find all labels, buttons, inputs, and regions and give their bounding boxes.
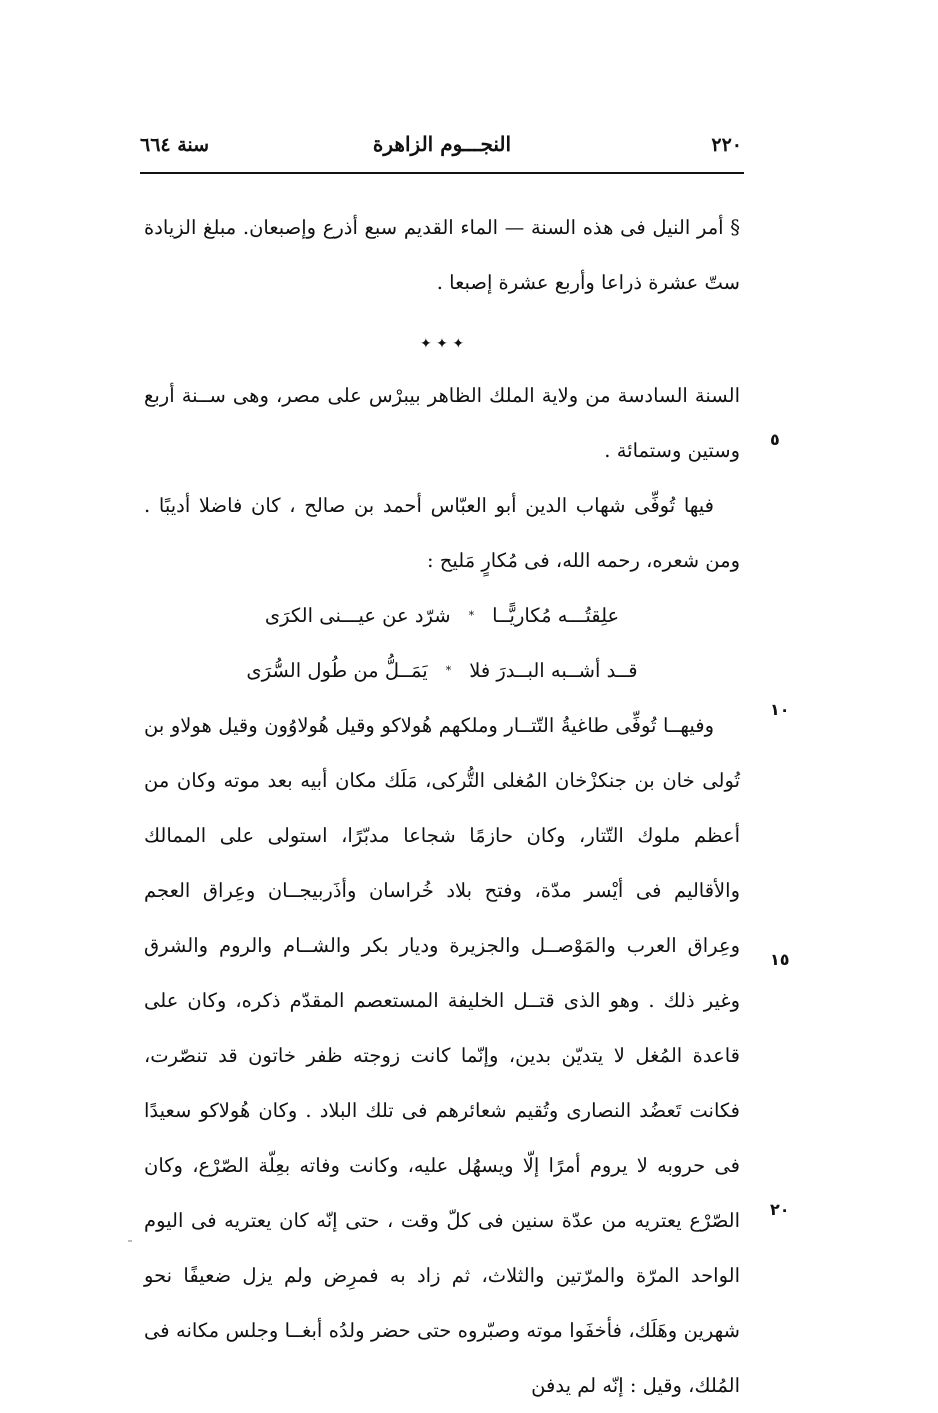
hulagu-obituary-paragraph: وفيهــا تُوفِّى طاغيةُ التّتــار وملكهم هُولاكو وقيل هُولاوُون وقيل هولاو بن تُولى خان بن جنكزْخان المُغلى التُّركى، مَلَك مكان أبيه بعد موته وكان من أعظم ملوك التّتار، وكان حازمًا شجاعا مدبّرًا، استولى على الممالك والأقاليم فى أيْسر مدّة، وفتح بلاد خُراسان وأذَربيجــان وعِراق العجم وعِراق العرب والمَوْصــل والجزيرة وديار بكر والشــام والروم والشرق وغير ذلك . وهو الذى قتــل الخليفة المستعصم المقدّم ذكره، وكان على قاعدة المُغل لا يتديّن بدين، وإنّما كانت زوجته ظفر خاتون قد تنصّرت، فكانت تَعضُد النصارى وتُقيم شعائرهم فى تلك البلاد . وكان هُولاكو سعيدًا فى حروبه لا يروم أمرًا إلّا ويسهُل عليه، وكانت وفاته بعِلّة الصّرْع، وكان الصّرْع يعتريه من عدّة سنين فى كلّ وقت ، حتى إنّه كان يعتريه فى اليوم الواحد المرّة والمرّتين والثلاث، ثم زاد به فمرِض ولم يزل ضعيفًا نحو شهرين وهَلَك، فأخفَوا موته وصبّروه حتى حضر ولدُه أبغــا وجلس مكانه فى المُلك، وقيل : إنّه لم يدفن: [144, 714, 740, 1397]
shihab-obituary-paragraph: فيها تُوفِّى شهاب الدين أبو العبّاس أحمد بن صالح ، كان فاضلا أديبًا . ومن شعره، رحمه الله، فى مُكارٍ مَليح :: [144, 494, 740, 572]
line-number: ١٠: [770, 700, 790, 719]
line-number: ٢٠: [770, 1200, 790, 1219]
verse-separator: *: [468, 609, 475, 622]
header-rule: [140, 172, 744, 174]
verse-1-first-hemistich: علِقتُـــه مُكاريًّــا: [492, 604, 620, 627]
scan-speck: [128, 1240, 132, 1242]
year-intro-paragraph: السنة السادسة من ولاية الملك الظاهر بيبرْس على مصر، وهى ســنة أربع وستين وستمائة .: [144, 384, 740, 462]
nile-paragraph: § أمر النيل فى هذه السنة — الماء القديم سبع أذرع وإصبعان. مبلغ الزيادة ستّ عشرة ذراعا وأربع عشرة إصبعا .: [144, 216, 740, 294]
verse-separator: *: [445, 664, 452, 677]
section-ornament: ✦ ✦ ✦: [419, 336, 465, 352]
page-body: [144, 200, 740, 1413]
line-number: ١٥: [770, 950, 790, 969]
verse-line-1: [144, 588, 740, 643]
verse-line-2: [144, 643, 740, 698]
header-year: سنة ٦٦٤: [140, 134, 210, 156]
verse-2-second-hemistich: يَمَــلُّ من طُول السُّرَى: [246, 659, 428, 682]
running-header: [140, 118, 744, 170]
verse-1-second-hemistich: شرّد عن عيـــنى الكرَى: [264, 604, 451, 627]
page-number: ٢٢٠: [711, 134, 742, 156]
verse-2-first-hemistich: قــد أشــبه البــدرَ فلا: [469, 659, 638, 682]
book-title: النجـــوم الزاهرة: [372, 132, 512, 156]
line-number: ٥: [770, 430, 780, 449]
